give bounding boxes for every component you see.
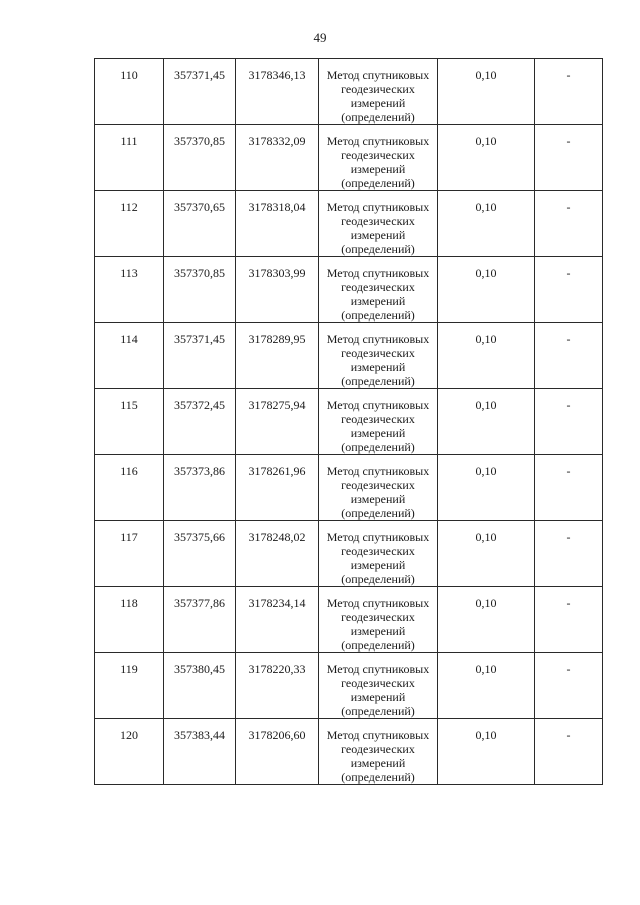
method-line: измерений <box>350 162 406 176</box>
method-line: измерений <box>350 426 406 440</box>
point-number-cell: 113 <box>95 257 164 323</box>
method-cell <box>319 521 438 587</box>
method-line: геодезических <box>341 412 415 426</box>
y-coordinate-cell: 3178332,09 <box>236 125 319 191</box>
coordinates-table <box>94 58 603 785</box>
method-line: геодезических <box>341 82 415 96</box>
method-line: (определений) <box>341 770 415 784</box>
method-line: Метод спутниковых <box>326 596 430 610</box>
accuracy-cell: 0,10 <box>438 191 535 257</box>
method-line: Метод спутниковых <box>326 200 430 214</box>
note-cell: - <box>535 455 603 521</box>
y-coordinate-cell: 3178248,02 <box>236 521 319 587</box>
y-coordinate-cell: 3178289,95 <box>236 323 319 389</box>
table-row <box>95 587 603 653</box>
x-coordinate-cell: 357370,85 <box>164 257 236 323</box>
x-coordinate-cell: 357377,86 <box>164 587 236 653</box>
method-cell <box>319 59 438 125</box>
table-row <box>95 257 603 323</box>
y-coordinate-cell: 3178261,96 <box>236 455 319 521</box>
x-coordinate-cell: 357371,45 <box>164 59 236 125</box>
method-line: измерений <box>350 756 406 770</box>
method-line: (определений) <box>341 110 415 124</box>
y-coordinate-cell: 3178220,33 <box>236 653 319 719</box>
point-number-cell: 110 <box>95 59 164 125</box>
method-line: Метод спутниковых <box>326 728 430 742</box>
point-number-cell: 119 <box>95 653 164 719</box>
y-coordinate-cell: 3178206,60 <box>236 719 319 785</box>
method-cell <box>319 323 438 389</box>
method-line: измерений <box>350 360 406 374</box>
method-cell <box>319 587 438 653</box>
y-coordinate-cell: 3178346,13 <box>236 59 319 125</box>
note-cell: - <box>535 191 603 257</box>
point-number-cell: 116 <box>95 455 164 521</box>
point-number-cell: 118 <box>95 587 164 653</box>
method-line: геодезических <box>341 214 415 228</box>
method-line: Метод спутниковых <box>326 134 430 148</box>
method-line: измерений <box>350 96 406 110</box>
method-line: Метод спутниковых <box>326 530 430 544</box>
table-body <box>95 59 603 785</box>
note-cell: - <box>535 719 603 785</box>
method-line: Метод спутниковых <box>326 266 430 280</box>
method-line: Метод спутниковых <box>326 464 430 478</box>
table-row <box>95 521 603 587</box>
x-coordinate-cell: 357370,85 <box>164 125 236 191</box>
x-coordinate-cell: 357372,45 <box>164 389 236 455</box>
method-line: (определений) <box>341 704 415 718</box>
x-coordinate-cell: 357373,86 <box>164 455 236 521</box>
method-cell <box>319 653 438 719</box>
method-line: (определений) <box>341 374 415 388</box>
method-line: Метод спутниковых <box>326 332 430 346</box>
accuracy-cell: 0,10 <box>438 719 535 785</box>
accuracy-cell: 0,10 <box>438 587 535 653</box>
method-line: геодезических <box>341 346 415 360</box>
method-line: (определений) <box>341 506 415 520</box>
y-coordinate-cell: 3178234,14 <box>236 587 319 653</box>
method-cell <box>319 719 438 785</box>
method-line: (определений) <box>341 638 415 652</box>
method-line: измерений <box>350 690 406 704</box>
accuracy-cell: 0,10 <box>438 323 535 389</box>
point-number-cell: 120 <box>95 719 164 785</box>
accuracy-cell: 0,10 <box>438 653 535 719</box>
point-number-cell: 115 <box>95 389 164 455</box>
method-line: геодезических <box>341 610 415 624</box>
note-cell: - <box>535 653 603 719</box>
x-coordinate-cell: 357383,44 <box>164 719 236 785</box>
point-number-cell: 112 <box>95 191 164 257</box>
method-line: (определений) <box>341 572 415 586</box>
note-cell: - <box>535 587 603 653</box>
method-cell <box>319 257 438 323</box>
method-line: измерений <box>350 228 406 242</box>
y-coordinate-cell: 3178275,94 <box>236 389 319 455</box>
accuracy-cell: 0,10 <box>438 389 535 455</box>
method-line: геодезических <box>341 544 415 558</box>
accuracy-cell: 0,10 <box>438 125 535 191</box>
method-line: геодезических <box>341 676 415 690</box>
table-row <box>95 125 603 191</box>
method-line: геодезических <box>341 742 415 756</box>
method-line: Метод спутниковых <box>326 662 430 676</box>
x-coordinate-cell: 357375,66 <box>164 521 236 587</box>
method-line: измерений <box>350 558 406 572</box>
x-coordinate-cell: 357370,65 <box>164 191 236 257</box>
note-cell: - <box>535 125 603 191</box>
point-number-cell: 114 <box>95 323 164 389</box>
table-row <box>95 323 603 389</box>
method-line: Метод спутниковых <box>326 68 430 82</box>
method-line: (определений) <box>341 440 415 454</box>
method-line: (определений) <box>341 176 415 190</box>
accuracy-cell: 0,10 <box>438 521 535 587</box>
point-number-cell: 111 <box>95 125 164 191</box>
method-line: геодезических <box>341 280 415 294</box>
note-cell: - <box>535 59 603 125</box>
point-number-cell: 117 <box>95 521 164 587</box>
method-cell <box>319 455 438 521</box>
method-cell <box>319 191 438 257</box>
y-coordinate-cell: 3178303,99 <box>236 257 319 323</box>
accuracy-cell: 0,10 <box>438 257 535 323</box>
method-line: (определений) <box>341 308 415 322</box>
method-line: (определений) <box>341 242 415 256</box>
table-row <box>95 191 603 257</box>
table-row <box>95 389 603 455</box>
table-row <box>95 719 603 785</box>
accuracy-cell: 0,10 <box>438 455 535 521</box>
method-line: измерений <box>350 294 406 308</box>
page-number: 49 <box>313 30 327 45</box>
method-line: измерений <box>350 492 406 506</box>
method-line: измерений <box>350 624 406 638</box>
note-cell: - <box>535 389 603 455</box>
method-cell <box>319 125 438 191</box>
table-row <box>95 59 603 125</box>
note-cell: - <box>535 257 603 323</box>
method-line: геодезических <box>341 148 415 162</box>
note-cell: - <box>535 521 603 587</box>
method-line: Метод спутниковых <box>326 398 430 412</box>
y-coordinate-cell: 3178318,04 <box>236 191 319 257</box>
table-row <box>95 455 603 521</box>
x-coordinate-cell: 357371,45 <box>164 323 236 389</box>
x-coordinate-cell: 357380,45 <box>164 653 236 719</box>
note-cell: - <box>535 323 603 389</box>
table-row <box>95 653 603 719</box>
accuracy-cell: 0,10 <box>438 59 535 125</box>
method-line: геодезических <box>341 478 415 492</box>
method-cell <box>319 389 438 455</box>
